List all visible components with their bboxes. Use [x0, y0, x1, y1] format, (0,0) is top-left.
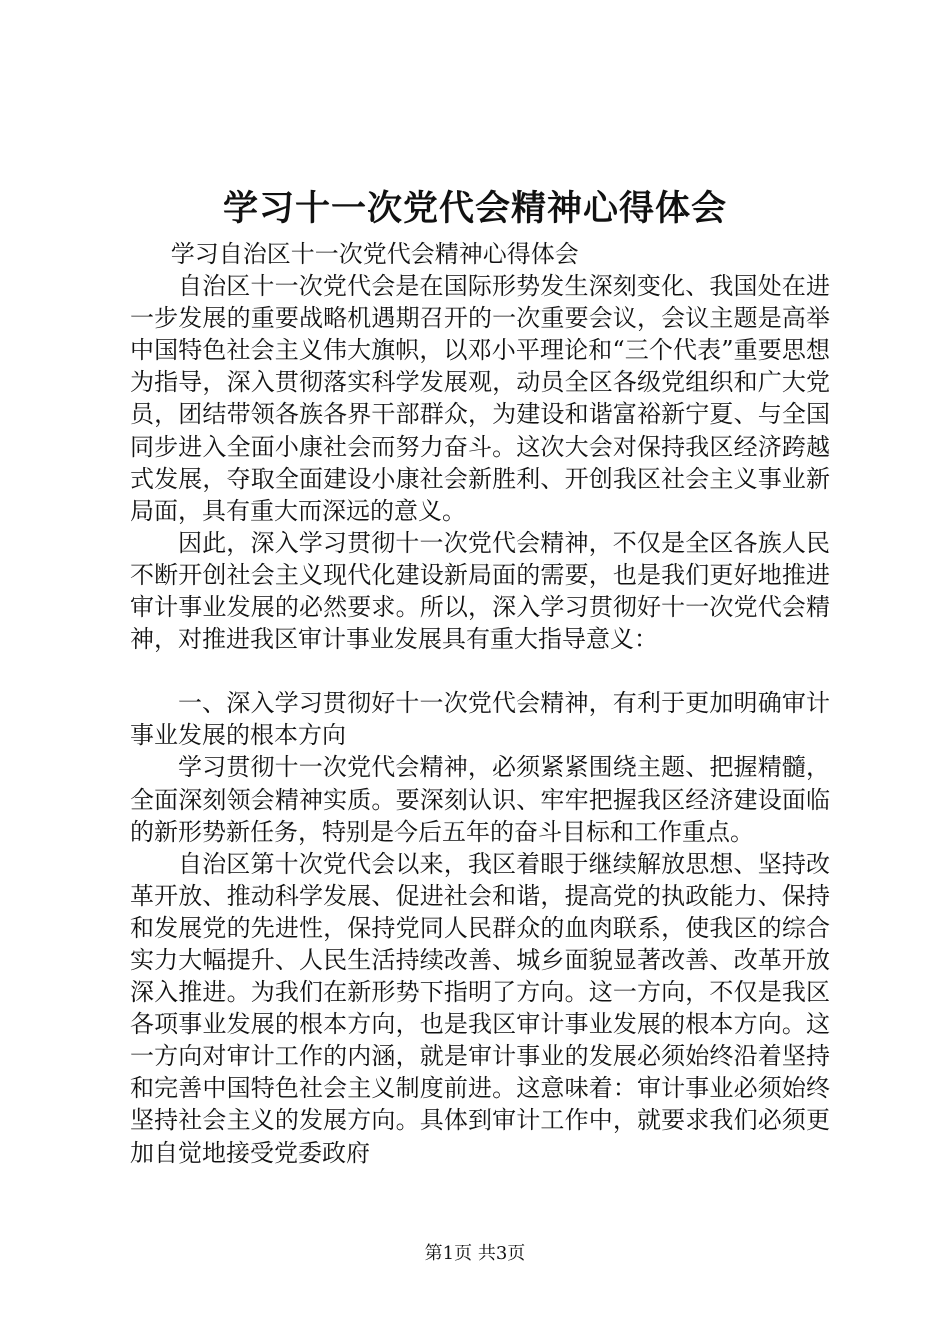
- document-body: [130, 238, 830, 1169]
- paragraph-intro: 自治区十一次党代会是在国际形势发生深刻变化、我国处在进一步发展的重要战略机遇期召开的一次重要会议，会议主题是高举中国特色社会主义伟大旗帜，以邓小平理论和“三个代表”重要思想为指导，深入贯彻落实科学发展观，动员全区各级党组织和广大党员，团结带领各族各界干部群众，为建设和谐富裕新宁夏、与全国同步进入全面小康社会而努力奋斗。这次大会对保持我区经济跨越式发展，夺取全面建设小康社会新胜利、开创我区社会主义事业新局面，具有重大而深远的意义。: [130, 272, 830, 525]
- document-title: 学习十一次党代会精神心得体会: [222, 188, 727, 229]
- document-subtitle: 学习自治区十一次党代会精神心得体会: [170, 240, 579, 268]
- page-number: 第1页 共3页: [424, 1243, 526, 1264]
- paragraph-spacer: [130, 655, 830, 687]
- paragraph-direction: 自治区第十次党代会以来，我区着眼于继续解放思想、坚持改革开放、推动科学发展、促进社会和谐，提高党的执政能力、保持和发展党的先进性，保持党同人民群众的血肉联系，使我区的综合实力大幅提升、人民生活持续改善、城乡面貌显著改善、改革开放深入推进。为我们在新形势下指明了方向。这一方向，不仅是我区各项事业发展的根本方向，也是我区审计事业发展的根本方向。这一方向对审计工作的内涵，就是审计事业的发展必须始终沿着坚持和完善中国特色社会主义制度前进。这意味着：审计事业必须始终坚持社会主义的发展方向。具体到审计工作中，就要求我们必须更加自觉地接受党委政府: [130, 849, 830, 1167]
- paragraph-study: 学习贯彻十一次党代会精神，必须紧紧围绕主题、把握精髓，全面深刻领会精神实质。要深刻认识、牢牢把握我区经济建设面临的新形势新任务，特别是今后五年的奋斗目标和工作重点。: [130, 753, 830, 846]
- paragraph-significance: 因此，深入学习贯彻十一次党代会精神，不仅是全区各族人民不断开创社会主义现代化建设新局面的需要，也是我们更好地推进审计事业发展的必然要求。所以，深入学习贯彻好十一次党代会精神，对推进我区审计事业发展具有重大指导意义：: [130, 528, 830, 654]
- section-heading-1: 一、深入学习贯彻好十一次党代会精神，有利于更加明确审计事业发展的根本方向: [130, 689, 830, 750]
